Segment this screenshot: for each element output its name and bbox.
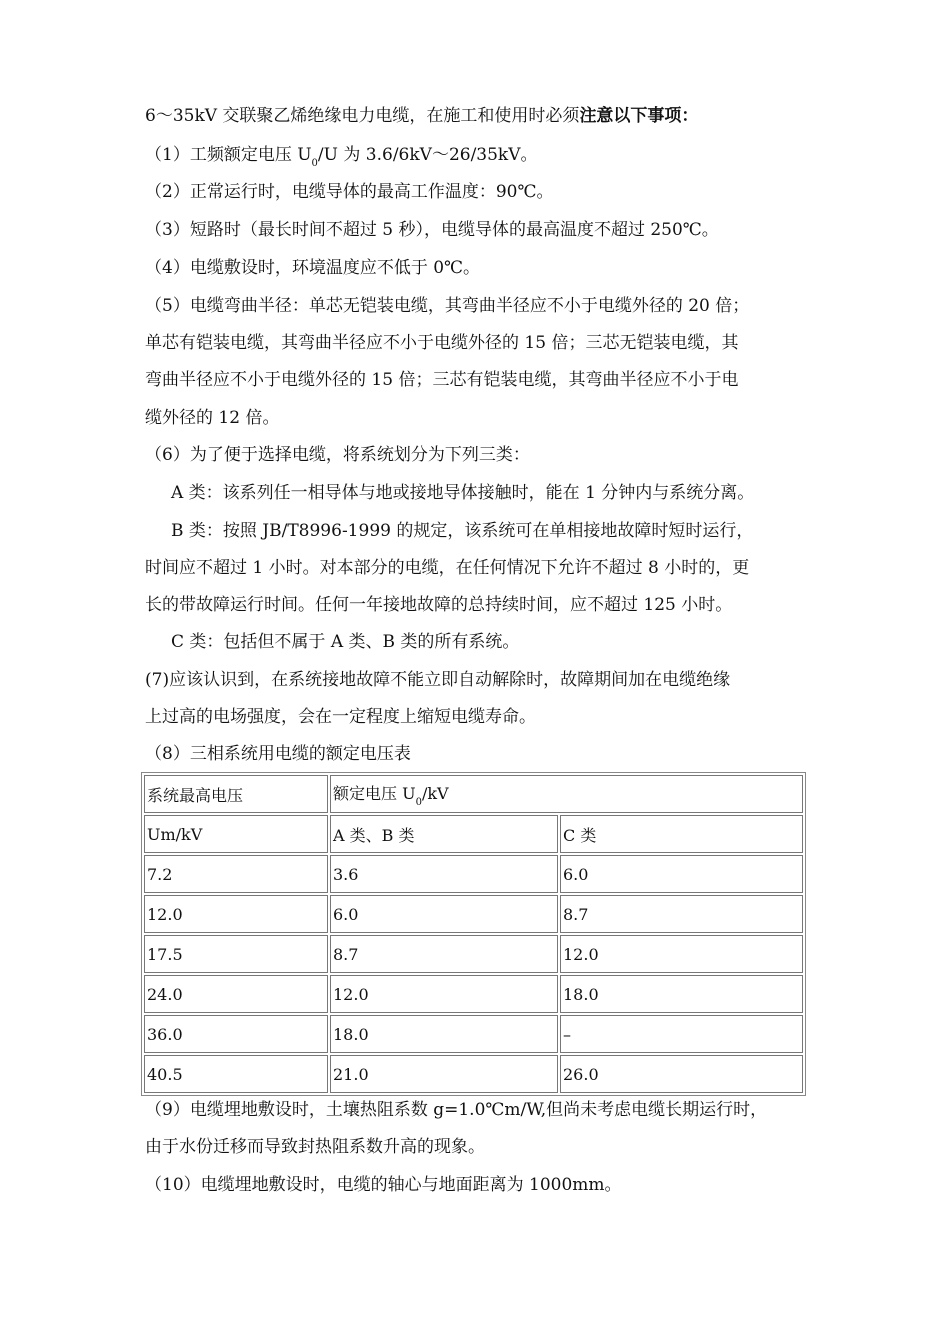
item-8-table-caption: （8）三相系统用电缆的额定电压表 bbox=[145, 744, 411, 764]
item-9-line: 由于水份迁移而导致封热阻系数升高的现象。 bbox=[145, 1137, 485, 1157]
class-b-line: B 类：按照 JB/T8996-1999 的规定，该系统可在单相接地故障时短时运行， bbox=[171, 521, 754, 541]
item-2: （2）正常运行时，电缆导体的最高工作温度：90℃。 bbox=[145, 182, 554, 202]
rated-voltage-table bbox=[141, 772, 806, 1096]
table-row: 7.2 3.6 6.0 bbox=[144, 855, 803, 893]
intro-text: 6～35kV 交联聚乙烯绝缘电力电缆，在施工和使用时必须 bbox=[145, 106, 580, 126]
class-c: C 类：包括但不属于 A 类、B 类的所有系统。 bbox=[171, 632, 520, 652]
item-5-line: （5）电缆弯曲半径：单芯无铠装电缆，其弯曲半径应不小于电缆外径的 20 倍； bbox=[145, 296, 750, 316]
table-row: 24.0 12.0 18.0 bbox=[144, 975, 803, 1013]
class-b-line: 长的带故障运行时间。任何一年接地故障的总持续时间，应不超过 125 小时。 bbox=[145, 595, 733, 615]
class-b-line: 时间应不超过 1 小时。对本部分的电缆，在任何情况下允许不超过 8 小时的，更 bbox=[145, 558, 750, 578]
item-5-line: 缆外径的 12 倍。 bbox=[145, 408, 280, 428]
table-row: 17.5 8.7 12.0 bbox=[144, 935, 803, 973]
header-system-voltage-unit: Um/kV bbox=[144, 815, 328, 853]
item-5-line: 弯曲半径应不小于电缆外径的 15 倍；三芯有铠装电缆，其弯曲半径应不小于电 bbox=[145, 370, 739, 390]
header-rated-voltage: 额定电压 $U_0/kV$ bbox=[330, 775, 803, 813]
class-a: A 类：该系列任一相导体与地或接地导体接触时，能在 1 分钟内与系统分离。 bbox=[171, 483, 755, 503]
item-7-line: 上过高的电场强度，会在一定程度上缩短电缆寿命。 bbox=[145, 707, 536, 727]
item-9-line: （9）电缆埋地敷设时，土壤热阻系数 g=1.0℃m/W,但尚未考虑电缆长期运行时， bbox=[145, 1100, 768, 1120]
item-4: （4）电缆敷设时，环境温度应不低于 0℃。 bbox=[145, 258, 481, 278]
item-3: （3）短路时（最长时间不超过 5 秒），电缆导体的最高温度不超过 250℃。 bbox=[145, 220, 719, 240]
item-10: （10）电缆埋地敷设时，电缆的轴心与地面距离为 1000mm。 bbox=[145, 1175, 622, 1195]
subheader-class-ab: A 类、B 类 bbox=[330, 815, 558, 853]
header-system-voltage: 系统最高电压 bbox=[144, 775, 328, 813]
item-7-line: (7)应该认识到，在系统接地故障不能立即自动解除时，故障期间加在电缆绝缘 bbox=[145, 670, 731, 690]
subheader-class-c: C 类 bbox=[560, 815, 803, 853]
item-6: （6）为了便于选择电缆，将系统划分为下列三类： bbox=[145, 445, 530, 465]
table-row: 40.5 21.0 26.0 bbox=[144, 1055, 803, 1093]
table-row: 36.0 18.0 – bbox=[144, 1015, 803, 1053]
intro-emphasis: 注意以下事项： bbox=[579, 106, 699, 126]
intro-paragraph bbox=[145, 104, 698, 128]
item-1: （1）工频额定电压 $U_0/U$ 为 3.6/6kV～26/35kV。 bbox=[145, 145, 538, 169]
item-5-line: 单芯有铠装电缆，其弯曲半径应不小于电缆外径的 15 倍；三芯无铠装电缆，其 bbox=[145, 333, 739, 353]
table-row: 12.0 6.0 8.7 bbox=[144, 895, 803, 933]
